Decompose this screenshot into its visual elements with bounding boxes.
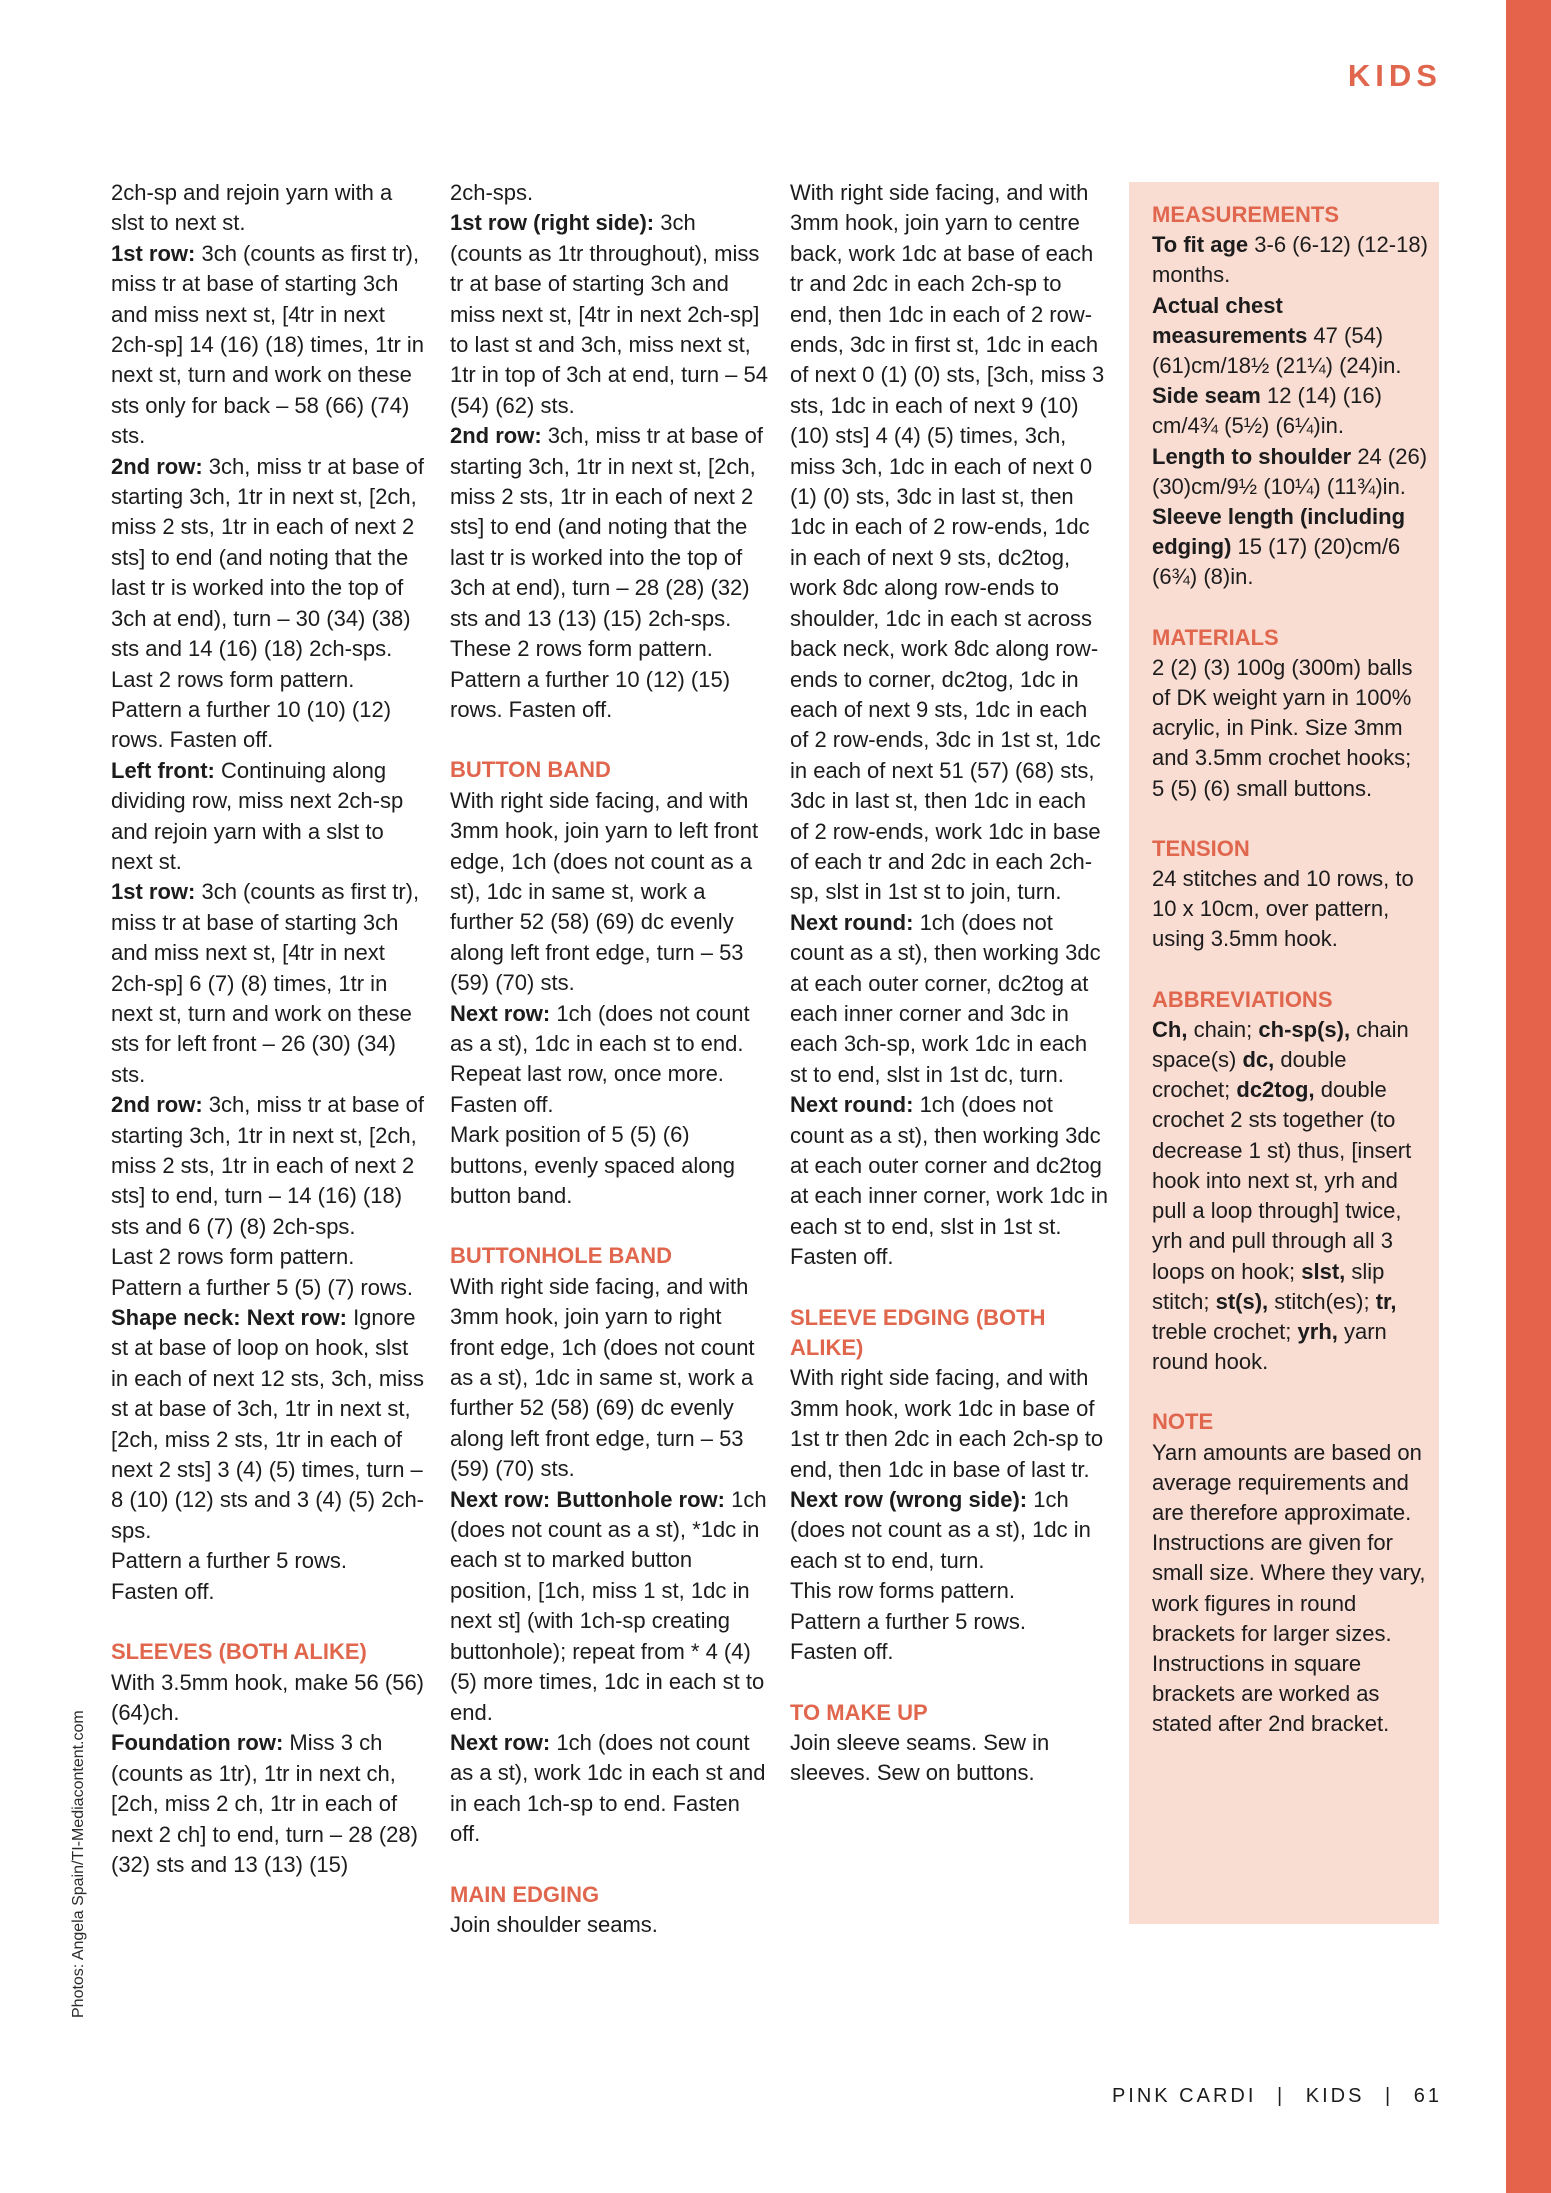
instruction-paragraph xyxy=(450,421,768,634)
body-text: Last 2 rows form pattern. xyxy=(111,1244,355,1270)
instruction-paragraph xyxy=(450,1910,768,1940)
instruction-paragraph xyxy=(450,999,768,1060)
bold-term: 1st row: xyxy=(111,879,196,905)
section-heading: MATERIALS xyxy=(1152,624,1279,650)
body-text: double crochet 2 sts together (to decrease 1 st) thus, [insert hook into next st, yrh and pull a loop through] twice, yrh and pull through all 3 loops on hook; xyxy=(1152,1077,1412,1284)
instruction-paragraph xyxy=(450,1090,768,1120)
column-1 xyxy=(111,178,429,1880)
body-text: 24 (26) (30)cm/9½ (10¼) (11¾)in. xyxy=(1152,443,1428,499)
bold-term: To fit age xyxy=(1152,232,1249,258)
body-text: 2ch-sp and rejoin yarn with a slst to next st. xyxy=(111,180,393,236)
body-text: Yarn amounts are based on average requirements and are therefore approximate. Instructions are given for small size. Where they vary, work figures in round brackets for larger sizes. Instructions in square brackets are worked as stated after 2nd bracket. xyxy=(1152,1439,1426,1737)
side-stripe xyxy=(1506,0,1551,2193)
instruction-paragraph xyxy=(111,1728,429,1880)
section-heading: BUTTON BAND xyxy=(450,757,611,783)
footer-section: KIDS xyxy=(1305,2085,1365,2107)
bold-term: Next round: xyxy=(790,1092,914,1118)
body-text: Pattern a further 5 (5) (7) rows. xyxy=(111,1274,413,1300)
body-text: 1ch (does not count as a st), then working 3dc at each outer corner, dc2tog at each inner corner and 3dc in each 3ch-sp, work 1dc in each st to end, slst in 1st dc, turn. xyxy=(790,909,1101,1087)
body-text: Pattern a further 10 (12) (15) rows. Fasten off. xyxy=(450,666,731,722)
bold-term: Length to shoulder xyxy=(1152,443,1352,469)
instruction-paragraph xyxy=(111,178,429,239)
instruction-paragraph xyxy=(111,1577,429,1607)
body-text: Repeat last row, once more. xyxy=(450,1061,724,1087)
body-text: Last 2 rows form pattern. xyxy=(111,666,355,692)
bold-term: Foundation row: xyxy=(111,1730,284,1756)
bold-term: Actual chest measurements xyxy=(1152,292,1308,348)
body-text: Mark position of 5 (5) (6) buttons, evenly spaced along button band. xyxy=(450,1122,735,1208)
instruction-paragraph xyxy=(450,1485,768,1728)
instruction-paragraph xyxy=(790,1728,1108,1789)
body-text: 3-6 (6-12) (12-18) months. xyxy=(1152,232,1428,288)
body-text: double crochet; xyxy=(1152,1047,1347,1103)
instruction-paragraph xyxy=(111,877,429,1090)
section-heading: MAIN EDGING xyxy=(450,1881,600,1907)
instruction-paragraph xyxy=(790,1485,1108,1576)
body-text: chain; xyxy=(1187,1016,1259,1042)
bold-term: 2nd row: xyxy=(111,453,203,479)
instruction-paragraph xyxy=(111,1303,429,1546)
instruction-paragraph xyxy=(790,1607,1108,1637)
body-text: 2ch-sps. xyxy=(450,180,534,205)
instruction-paragraph xyxy=(111,1546,429,1576)
body-text: Continuing along dividing row, miss next 2ch-sp and rejoin yarn with a slst to next st. xyxy=(111,757,404,874)
section-heading: TO MAKE UP xyxy=(790,1699,928,1725)
column-3 xyxy=(790,178,1108,1789)
body-text: Ignore st at base of loop on hook, slst in each of next 12 sts, 3ch, miss st at base of 3ch, 1tr in next st, [2ch, miss 2 sts, 1tr in each of next 2 sts] 3 (4) (5) times, turn – 8 (10) (12) sts and 3 (4) (5) 2ch-sps. xyxy=(111,1305,425,1543)
bold-term: 2nd row: xyxy=(450,423,542,449)
instruction-paragraph xyxy=(790,1637,1108,1667)
body-text: 1ch (does not count as a st), 1dc in each st to end, turn. xyxy=(790,1487,1091,1573)
bold-term: Next row: xyxy=(450,1729,551,1755)
instruction-paragraph xyxy=(790,1090,1108,1242)
instruction-paragraph xyxy=(111,1668,429,1729)
body-text: 1ch (does not count as a st), 1dc in each st to end. xyxy=(450,1000,750,1056)
body-text: 12 (14) (16) cm/4¾ (5½) (6¼)in. xyxy=(1152,383,1382,439)
bold-term: Next row: Buttonhole row: xyxy=(450,1486,725,1512)
body-text: With 3.5mm hook, make 56 (56) (64)ch. xyxy=(111,1669,425,1725)
body-text: Miss 3 ch (counts as 1tr), 1tr in next ch, [2ch, miss 2 ch, 1tr in each of next 2 ch] to end, turn – 28 (28) (32) sts and 13 (13) (15) xyxy=(111,1730,418,1877)
body-text: 3ch (counts as 1tr throughout), miss tr at base of starting 3ch and miss next st, [4tr in next 2ch-sp] to last st and 3ch, miss next st, 1tr in top of 3ch at end, turn – 54 (54) (62) sts. xyxy=(450,210,768,418)
bold-term: slst, xyxy=(1301,1258,1346,1284)
instruction-paragraph xyxy=(450,1728,768,1850)
body-text: 1ch (does not count as a st), work 1dc in each st and in each 1ch-sp to end. Fasten off. xyxy=(450,1729,766,1847)
body-text: Fasten off. xyxy=(790,1639,894,1665)
bold-term: 1st row (right side): xyxy=(450,210,655,236)
instruction-paragraph xyxy=(450,1059,768,1089)
instruction-paragraph xyxy=(450,208,768,421)
body-text: Fasten off. xyxy=(111,1578,215,1604)
section-heading: MEASUREMENTS xyxy=(1152,202,1340,227)
section-heading: NOTE xyxy=(1152,1409,1214,1435)
instruction-paragraph xyxy=(790,1363,1108,1485)
body-text: 2 (2) (3) 100g (300m) balls of DK weight yarn in 100% acrylic, in Pink. Size 3mm and 3.5mm crochet hooks; 5 (5) (6) small buttons. xyxy=(1152,654,1413,801)
section-heading: TENSION xyxy=(1152,835,1250,861)
instruction-paragraph xyxy=(1152,291,1429,382)
page-footer xyxy=(1030,2085,1442,2108)
footer-separator: | xyxy=(1384,2085,1394,2107)
section-tag: KIDS xyxy=(1347,58,1442,93)
body-text: 3ch (counts as first tr), miss tr at base of starting 3ch and miss next st, [4tr in next 2ch-sp] 14 (16) (18) times, 1tr in next st, turn and work on these sts only for back – 58 (66) (74) sts. xyxy=(111,240,425,449)
body-text: These 2 rows form pattern. xyxy=(450,636,713,662)
body-text: With right side facing, and with 3mm hook, work 1dc in base of 1st tr then 2dc in each 2ch-sp to end, then 1dc in base of last tr. xyxy=(790,1365,1104,1482)
instruction-paragraph xyxy=(450,786,768,999)
body-text: Fasten off. xyxy=(450,1091,554,1117)
instruction-paragraph xyxy=(111,665,429,695)
instruction-paragraph xyxy=(111,1273,429,1303)
body-text: 3ch, miss tr at base of starting 3ch, 1tr in next st, [2ch, miss 2 sts, 1tr in each of next 2 sts] to end, turn – 14 (16) (18) sts and 6 (7) (8) 2ch-sps. xyxy=(111,1092,424,1239)
body-text: 1ch (does not count as a st), then working 3dc at each outer corner and dc2tog at each inner corner, work 1dc in each st to end, slst in 1st st. xyxy=(790,1092,1108,1239)
instruction-paragraph xyxy=(111,756,429,878)
bold-term: Next row: xyxy=(450,1000,551,1026)
bold-term: Sleeve length (including edging) xyxy=(1152,504,1406,560)
instruction-paragraph xyxy=(1152,230,1429,290)
bold-term: dc, xyxy=(1242,1047,1275,1073)
instruction-paragraph xyxy=(790,908,1108,1090)
instruction-paragraph xyxy=(1152,442,1429,502)
instruction-paragraph xyxy=(450,634,768,664)
section-heading: BUTTONHOLE BAND xyxy=(450,1243,673,1269)
bold-term: dc2tog, xyxy=(1236,1077,1315,1103)
instruction-paragraph xyxy=(790,1242,1108,1272)
body-text: With right side facing, and with 3mm hook, join yarn to right front edge, 1ch (does not count as a st), 1dc in same st, work a further 52 (58) (69) dc evenly along left front edge, turn – 53 (59) (70) sts. xyxy=(450,1273,755,1482)
body-text: Join sleeve seams. Sew in sleeves. Sew on buttons. xyxy=(790,1729,1050,1786)
section-heading: SLEEVE EDGING (BOTH ALIKE) xyxy=(790,1304,1046,1361)
body-text: stitch(es); xyxy=(1268,1288,1376,1314)
bold-term: yrh, xyxy=(1297,1318,1338,1344)
instruction-paragraph xyxy=(790,178,1108,908)
section-heading: SLEEVES (BOTH ALIKE) xyxy=(111,1639,367,1665)
body-text: 3ch, miss tr at base of starting 3ch, 1tr in next st, [2ch, miss 2 sts, 1tr in each of next 2 sts] to end (and noting that the last tr is worked into the top of 3ch at end), turn – 30 (34) (38) sts and 14 (16) (18) 2ch-sps. xyxy=(111,453,424,662)
body-text: 47 (54) (61)cm/18½ (21¼) (24)in. xyxy=(1152,322,1402,379)
page-number: 61 xyxy=(1413,2085,1442,2107)
body-text: yarn round hook. xyxy=(1152,1318,1387,1375)
instruction-paragraph xyxy=(111,452,429,665)
instruction-paragraph xyxy=(450,178,768,208)
bold-term: Shape neck: Next row: xyxy=(111,1305,347,1331)
instruction-paragraph xyxy=(111,1090,429,1242)
bold-term: Next row (wrong side): xyxy=(790,1487,1028,1513)
body-text: 15 (17) (20)cm/6 (6¾) (8)in. xyxy=(1152,534,1401,590)
instruction-paragraph xyxy=(1152,653,1429,804)
instruction-paragraph xyxy=(450,665,768,726)
instruction-paragraph xyxy=(1152,864,1429,955)
instruction-paragraph xyxy=(111,695,429,756)
instruction-paragraph xyxy=(1152,1438,1429,1740)
body-text: Fasten off. xyxy=(790,1244,894,1270)
body-text: This row forms pattern. xyxy=(790,1578,1015,1604)
instruction-paragraph xyxy=(111,239,429,452)
body-text: chain space(s) xyxy=(1152,1016,1409,1073)
bold-term: st(s), xyxy=(1215,1288,1269,1314)
body-text: 24 stitches and 10 rows, to 10 x 10cm, over pattern, using 3.5mm hook. xyxy=(1152,866,1414,952)
bold-term: Side seam xyxy=(1152,383,1261,409)
instruction-paragraph xyxy=(1152,1015,1429,1377)
bold-term: Ch, xyxy=(1152,1016,1188,1042)
bold-term: 2nd row: xyxy=(111,1092,203,1118)
body-text: With right side facing, and with 3mm hook, join yarn to centre back, work 1dc at base of each tr and 2dc in each 2ch-sp to end, then 1dc in each of 2 row-ends, 3dc in first st, 1dc in each of next 0 (1) (0) sts, [3ch, miss 3 sts, 1dc in each of next 9 (10) (10) sts] 4 (4) (5) times, 3ch, miss 3ch, 1dc in each of next 0 (1) (0) sts, 3dc in last st, then 1dc in each of 2 row-ends, 1dc in each of next 9 sts, dc2tog, work 8dc along row-ends to shoulder, 1dc in each st across back neck, work 8dc along row-ends to corner, dc2tog, 1dc in each of next 9 sts, 1dc in each of 2 row-ends, 3dc in 1st st, 1dc in each of next 51 (57) (68) sts, 3dc in last st, then 1dc in each of 2 row-ends, work 1dc in base of each tr and 2dc in each 2ch-sp, slst in 1st st to join, turn. xyxy=(790,180,1105,905)
instruction-paragraph xyxy=(450,1272,768,1485)
instruction-paragraph xyxy=(1152,381,1429,441)
body-text: 3ch, miss tr at base of starting 3ch, 1tr in next st, [2ch, miss 2 sts, 1tr in each of next 2 sts] to end (and noting that the last tr is worked into the top of 3ch at end), turn – 28 (28) (32) sts and 13 (13) (15) 2ch-sps. xyxy=(450,423,763,631)
bold-term: Left front: xyxy=(111,757,215,783)
bold-term: tr, xyxy=(1375,1288,1397,1314)
body-text: 1ch (does not count as a st), *1dc in each st to marked button position, [1ch, miss 1 st, 1dc in next st] (with 1ch-sp creating buttonhole); repeat from * 4 (4) (5) more times, 1dc in each st to end. xyxy=(450,1486,767,1725)
photo-credit: Photos: Angela Spain/TI-Mediacontent.com xyxy=(70,1710,87,2018)
instruction-paragraph xyxy=(1152,502,1429,593)
instruction-paragraph xyxy=(790,1576,1108,1606)
body-text: 3ch (counts as first tr), miss tr at base of starting 3ch and miss next st, [4tr in next 2ch-sp] 6 (7) (8) times, 1tr in next st, turn and work on these sts for left front – 26 (30) (34) sts. xyxy=(111,879,420,1087)
bold-term: ch-sp(s), xyxy=(1258,1016,1351,1042)
footer-title: PINK CARDI xyxy=(1111,2085,1257,2107)
instruction-paragraph xyxy=(450,1120,768,1211)
body-text: Pattern a further 10 (10) (12) rows. Fasten off. xyxy=(111,696,392,753)
body-text: Join shoulder seams. xyxy=(450,1911,658,1937)
instruction-paragraph xyxy=(111,1242,429,1272)
body-text: With right side facing, and with 3mm hook, join yarn to left front edge, 1ch (does not count as a st), 1dc in same st, work a further 52 (58) (69) dc evenly along left front edge, turn – 53 (59) (70) sts. xyxy=(450,787,759,996)
column-2 xyxy=(450,178,768,1940)
body-text: treble crochet; xyxy=(1152,1318,1298,1344)
section-heading: ABBREVIATIONS xyxy=(1152,986,1333,1012)
body-text: Pattern a further 5 rows. xyxy=(111,1548,347,1574)
body-text: slip stitch; xyxy=(1152,1258,1385,1314)
footer-separator: | xyxy=(1276,2085,1286,2107)
bold-term: 1st row: xyxy=(111,240,196,266)
bold-term: Next round: xyxy=(790,909,914,935)
info-sidebar xyxy=(1129,182,1439,1924)
body-text: Pattern a further 5 rows. xyxy=(790,1608,1026,1634)
